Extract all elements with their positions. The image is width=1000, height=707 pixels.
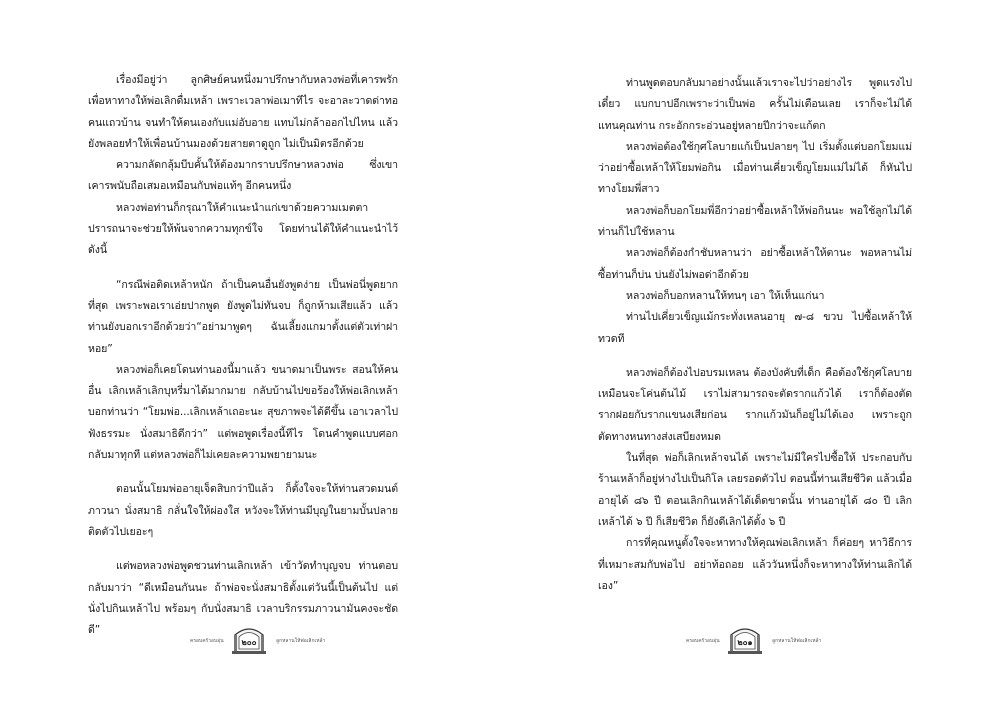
paragraph: ท่านพูดตอบกลับมาอย่างนั้นแล้วเราจะไปว่าอย่างไร พูดแรงไปเดี๋ยว แบกบาปอีกเพราะว่าเป็นพ่อ ครั้นไม่เตือนเลย เราก็จะไม่ได้แทนคุณท่าน กระอักกระอ่วนอยู่หลายปีกว่าจะแก้ตก [598, 77, 912, 132]
page-number: ๒๐๑ [737, 638, 753, 647]
paragraph: หลวงพ่อก็บอกหลานให้ทนๆ เอา ให้เห็นแก่นา [626, 289, 825, 302]
paragraph: หลวงพ่อท่านก็กรุณาให้คำแนะนำแก่เขาด้วยความเมตตาปรารถนาจะช่วยให้พ้นจากความทุกข์ใจ โดยท่านได้ให้คำแนะนำไว้ดังนี้ [88, 201, 398, 257]
right-page-body [598, 73, 912, 597]
paragraph: หลวงพ่อก็ต้องกำชับหลานว่า อย่าซื้อเหล้าให้ตานะ พอหลานไม่ซื้อท่านก็บ่น บ่นยังไม่พอด่าอีกด้วย [598, 247, 912, 281]
book-title: ครอบครัวอบอุ่น [190, 638, 224, 644]
page-number-emblem [726, 625, 764, 655]
paragraph: ในที่สุด พ่อก็เลิกเหล้าจนได้ เพราะไม่มีใครไปซื้อให้ ประกอบกับร้านเหล้าก็อยู่ห่างไปเป็นกิโล เลยรอดตัวไป ตอนนี้ท่านเสียชีวิต แล้วเมื่ออายุได้ ๘๖ ปี ตอนเลิกกินเหล้าได้เด็ดขาดนั้น ท่านอายุได้ ๘๐ ปี เลิกเหล้าได้ ๖ ปี ก็เสียชีวิต ก็ยังดีเลิกได้ตั้ง ๖ ปี [598, 452, 912, 528]
paragraph: หลวงพ่อก็ต้องไปอบรมเหลน ต้องบังคับที่เด็ก คือต้องใช้กุศโลบาย เหมือนจะโค่นต้นไม้ เราไม่สามารถจะตัดรากแก้วได้ เราก็ต้องตัดรากฝอยกับรากแขนงเสียก่อน รากแก้วมันก็อยู่ไม่ได้เอง เพราะถูกตัดทางหนทางส่งเสบียงหมด [598, 366, 912, 443]
chapter-title: ลูกหลานให้พ่อเลิกเหล้า [276, 638, 326, 644]
left-page-body [88, 70, 398, 641]
paragraph: “กรณีพ่อติดเหล้าหนัก ถ้าเป็นคนอื่นยังพูดง่าย เป็นพ่อนี่พูดยากที่สุด เพราะพอเราเอ่ยปากพูด ยังพูดไม่ทันจบ ก็ถูกห้ามเสียแล้ว แล้วท่านยังบอกเราอีกด้วยว่า“อย่ามาพูดๆ ฉันเลี้ยงแกมาตั้งแต่ตัวเท่าฝาหอย” [88, 278, 398, 355]
book-title: ครอบครัวอบอุ่น [686, 638, 720, 644]
paragraph: แต่พอหลวงพ่อพูดชวนท่านเลิกเหล้า เข้าวัดทำบุญจบ ท่านตอบกลับมาว่า “ดีเหมือนกันนะ ถ้าพ่อจะนั่งสมาธิตั้งแต่วันนี้เป็นต้นไป แต่นั่งไปกินเหล้าไป พร้อมๆ กับนั่งสมาธิ เวลาบริกรรมภาวนามันคงจะชัดดี” [88, 560, 398, 637]
chapter-title: ลูกหลานให้พ่อเลิกเหล้า [772, 638, 822, 644]
right-page-footer [686, 625, 822, 657]
left-page-footer [190, 625, 326, 657]
paragraph: หลวงพ่อก็บอกโยมพี่อีกว่าอย่าซื้อเหล้าให้พ่อกินนะ พอใช้ลูกไม่ได้ท่านก็ไปใช้หลาน [598, 204, 912, 239]
paragraph: หลวงพ่อก็เคยโดนท่านองนี้มาแล้ว ขนาดมาเป็นพระ สอนให้คนอื่น เลิกเหล้าเลิกบุหรี่มาได้มากมาย กลับบ้านไปขอร้องให้พ่อเลิกเหล้า บอกท่านว่า “โยมพ่อ...เลิกเหล้าเถอะนะ สุขภาพจะได้ดีขึ้น เอาเวลาไปฟังธรรมะ นั่งสมาธิดีกว่า” แต่พอพูดเรื่องนี้ทีไร โดนคำพูดแบบศอกกลับมาทุกที แต่หลวงพ่อก็ไม่เคยละความพยายามนะ [88, 363, 398, 462]
right-page [500, 0, 1000, 707]
page-number: ๒๐๐ [241, 638, 257, 647]
paragraph: การที่คุณหนูตั้งใจจะหาทางให้คุณพ่อเลิกเหล้า ก็ค่อยๆ หาวิธีการที่เหมาะสมกับพ่อไป อย่าท้อถอย แล้ววันหนึ่งก็จะหาทางให้ท่านเลิกได้เอง” [598, 537, 912, 592]
paragraph: เรื่องมีอยู่ว่า ลูกศิษย์คนหนึ่งมาปรึกษากับหลวงพ่อที่เคารพรัก เพื่อหาทางให้พ่อเลิกดื่มเหล้า เพราะเวลาพ่อเมาทีไร จะอาละวาดด่าทอคนแถวบ้าน จนทำให้ตนเองกับแม่อับอาย แทบไม่กล้าออกไปไหน แล้วยังพลอยทำให้เพื่อนบ้านมองด้วยสายตาดูถูก ไม่เป็นมิตรอีกด้วย [88, 74, 398, 150]
page-number-emblem [230, 625, 268, 655]
paragraph: ความกลัดกลุ้มบีบคั้นให้ต้องมากราบปรึกษาหลวงพ่อ ซึ่งเขาเคารพนับถือเสมอเหมือนกับพ่อแท้ๆ อีกคนหนึ่ง [88, 159, 398, 193]
paragraph: ท่านไปเคี่ยวเข็ญแม้กระทั่งเหลนอายุ ๗-๘ ขวบ ไปซื้อเหล้าให้ทวดที [598, 311, 912, 345]
paragraph: หลวงพ่อต้องใช้กุศโลบายแก้เป็นปลายๆ ไป เริ่มตั้งแต่บอกโยมแม่ว่าอย่าซื้อเหล้าให้โยมพ่อกิน เมื่อท่านเคี่ยวเข็ญโยมแม่ไม่ได้ ก็หันไปทางโยมพี่สาว [598, 140, 912, 196]
paragraph: ตอนนั้นโยมพ่ออายุเจ็ดสิบกว่าปีแล้ว ก็ตั้งใจจะให้ท่านสวดมนต์ ภาวนา นั่งสมาธิ กลั่นใจให้ผ่องใส หวังจะให้ท่านมีบุญในยามบั้นปลายติดตัวไปเยอะๆ [88, 483, 398, 538]
